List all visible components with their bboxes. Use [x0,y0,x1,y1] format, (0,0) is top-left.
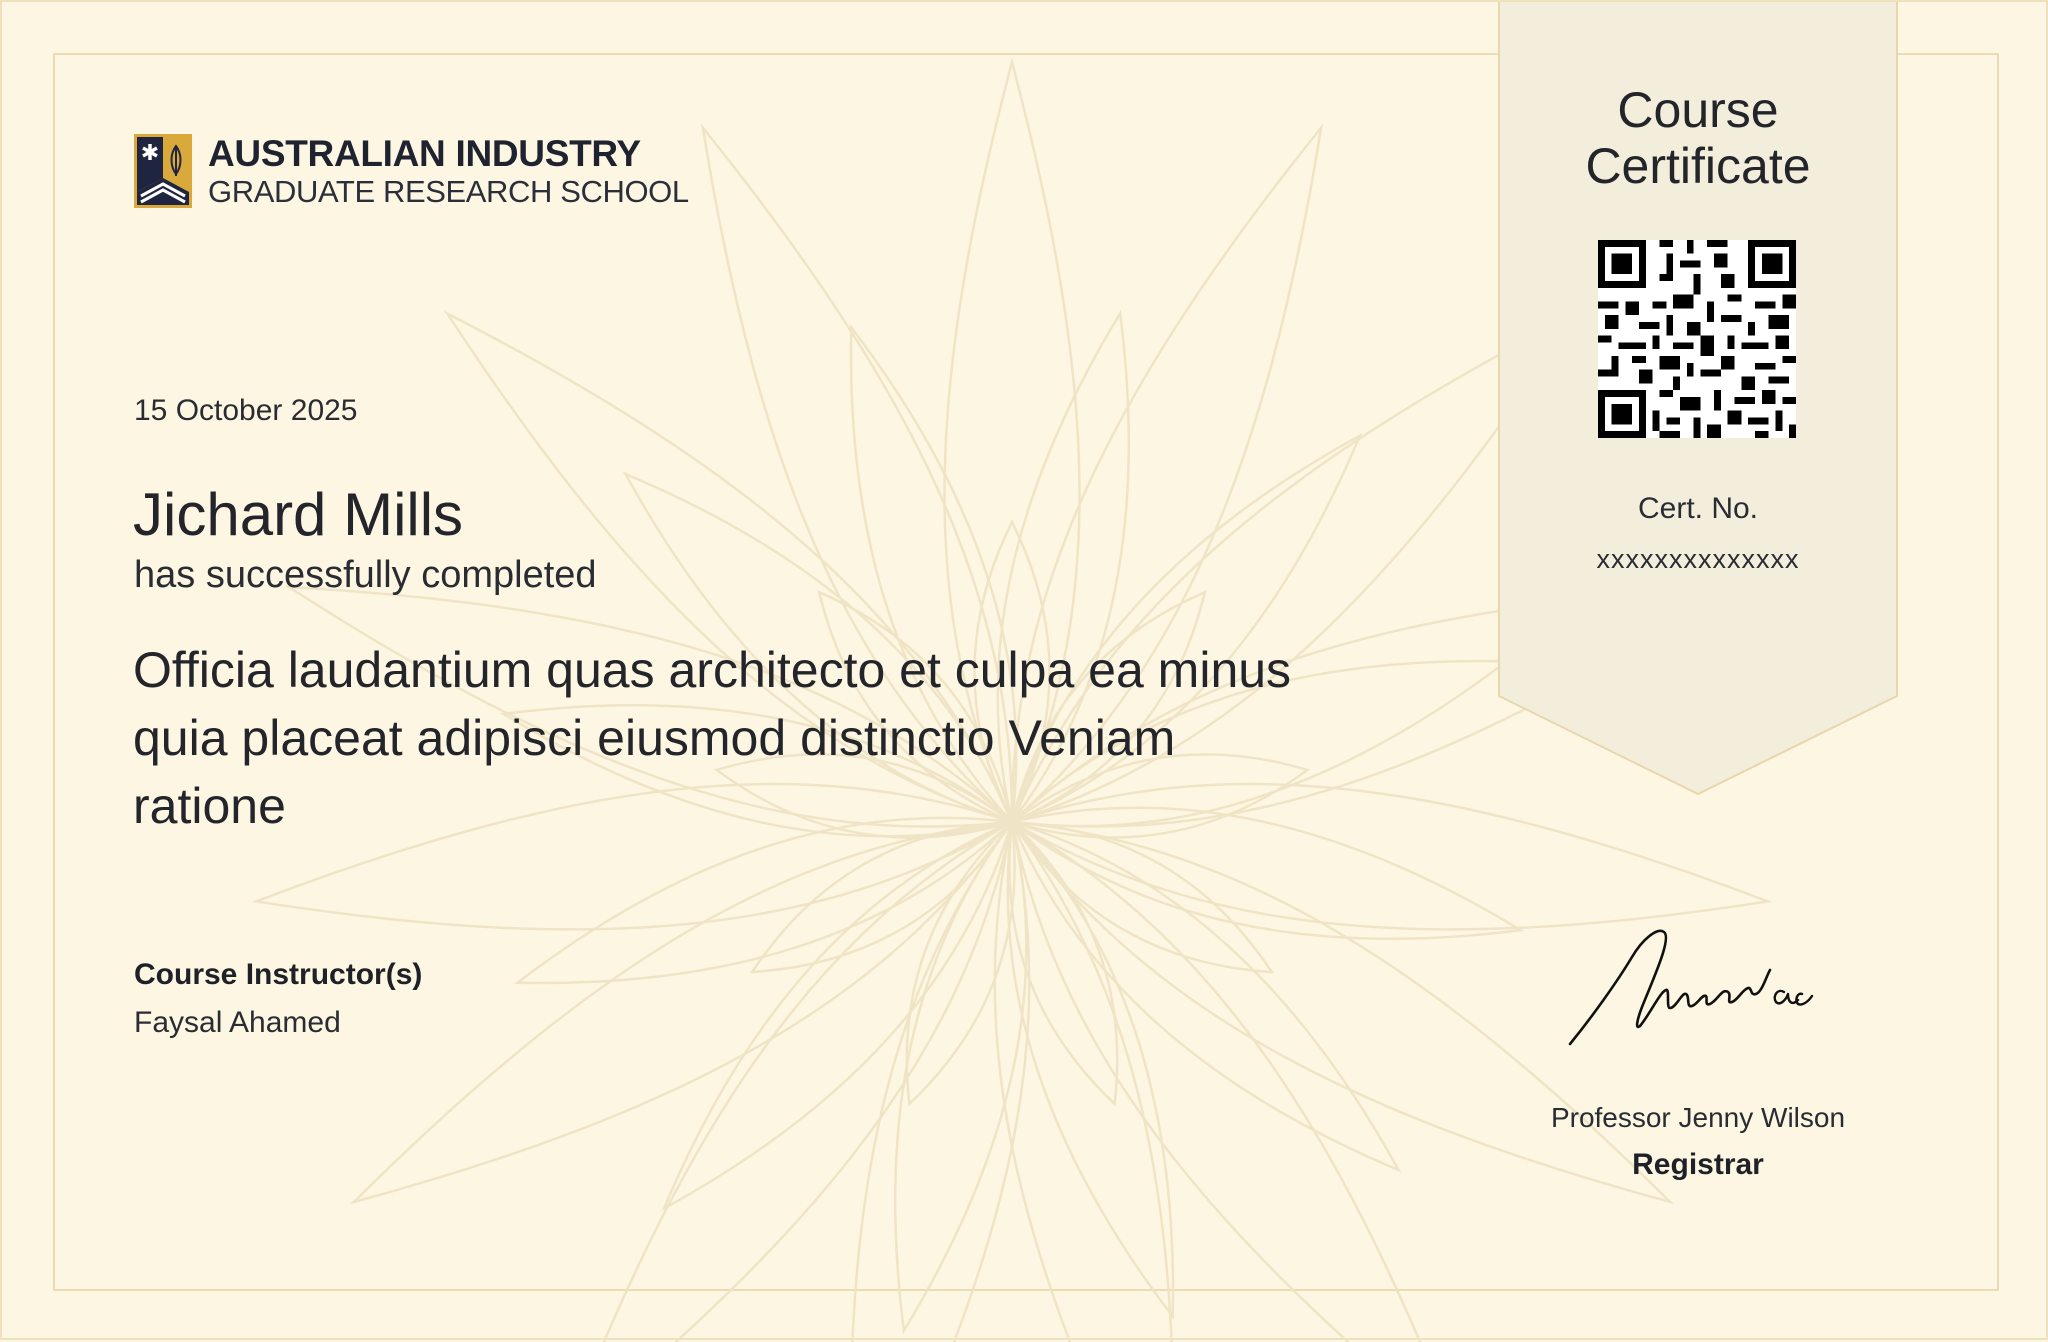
svg-text:✱: ✱ [140,141,160,166]
issue-date: 15 October 2025 [134,394,358,427]
cert-number-label: Cert. No. [1637,492,1759,525]
ribbon-title [1498,82,1898,194]
institution-logo [134,134,689,208]
qr-code-icon[interactable] [1598,240,1796,438]
shield-crest-icon [134,134,192,208]
certificate-ribbon [1498,2,1898,796]
ribbon-title-line2: Certificate [1585,138,1811,194]
signature-image [1562,922,1842,1052]
instructor-name: Faysal Ahamed [134,1006,341,1039]
institution-name-line1: AUSTRALIAN INDUSTRY [208,133,641,174]
ribbon-title-line1: Course [1617,82,1779,138]
instructors-label: Course Instructor(s) [134,958,423,991]
cert-number: xxxxxxxxxxxxxx [1596,544,1800,574]
recipient-name: Jichard Mills [133,481,464,548]
institution-name-line2: GRADUATE RESEARCH SCHOOL [208,174,689,209]
signatory-title: Registrar [1632,1148,1764,1181]
course-title: Officia laudantium quas architecto et culpa ea minus quia placeat adipisci eiusmod distinctio Veniam ratione [133,642,1292,834]
signatory-name: Professor Jenny Wilson [1550,1102,1846,1133]
completion-statement: has successfully completed [134,554,597,596]
